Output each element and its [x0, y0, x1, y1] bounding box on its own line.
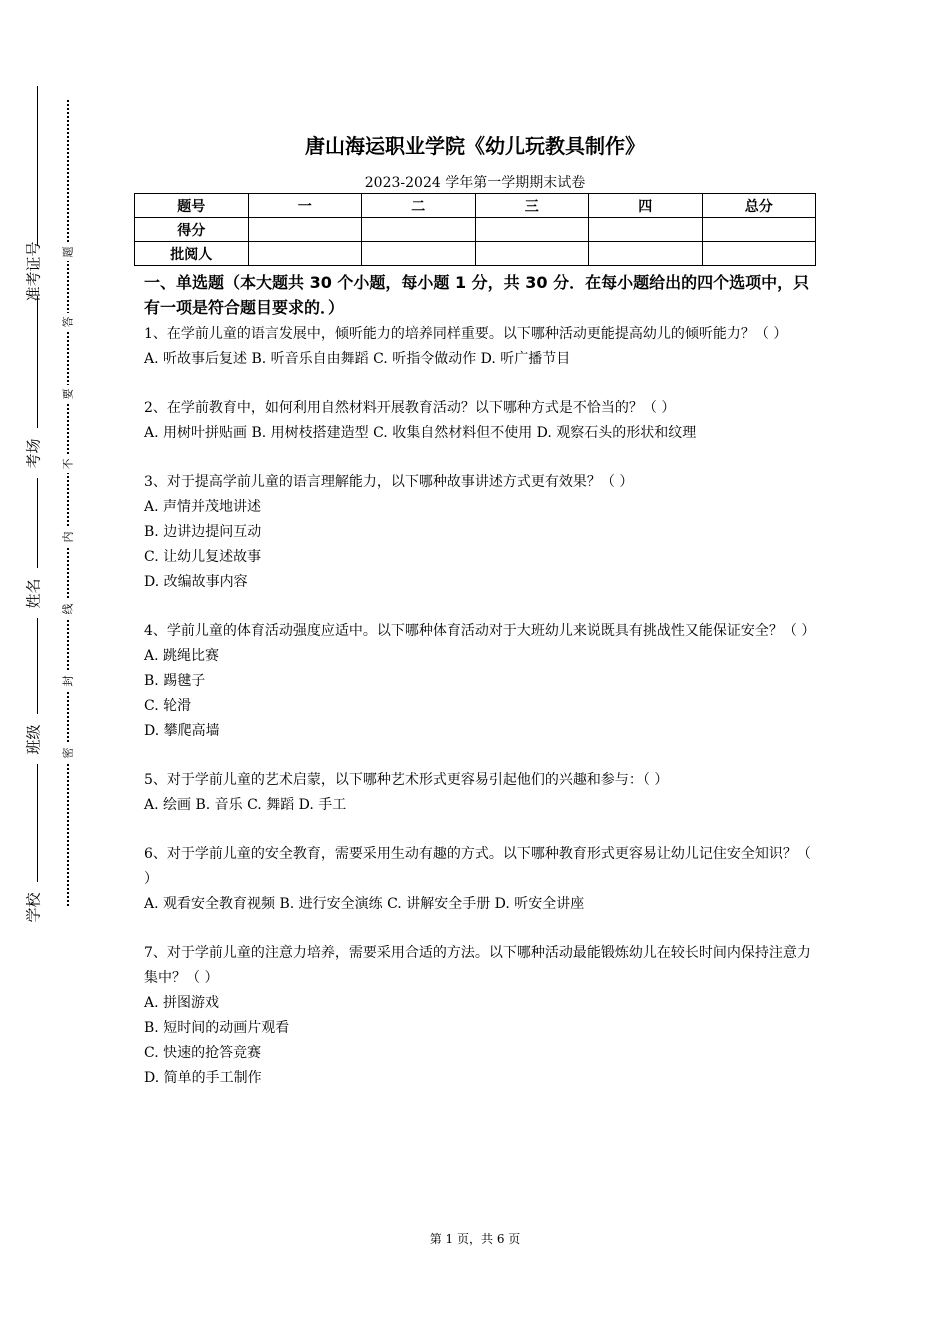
option-d: D. 攀爬高墙: [144, 723, 220, 739]
question-text: 6、对于学前儿童的安全教育，需要采用生动有趣的方式。以下哪种教育形式更容易让幼儿记住安全知识？（ ）: [144, 846, 811, 887]
question-section: [144, 270, 816, 1115]
option-c: C. 让幼儿复述故事: [144, 549, 262, 565]
score-row-label: 得分: [135, 218, 249, 242]
option-d: D. 改编故事内容: [144, 574, 248, 590]
seal-char: 答: [58, 313, 76, 331]
seal-char: 题: [58, 243, 76, 261]
class-label: 班级: [20, 714, 46, 764]
question-text: 1、在学前儿童的语言发展中，倾听能力的培养同样重要。以下哪种活动更能提高幼儿的倾听能力？（ ）: [144, 326, 788, 342]
student-name-label: 姓名: [20, 568, 46, 618]
option-b: B. 踢毽子: [144, 673, 206, 689]
reviewer-cell: [475, 242, 589, 266]
question-5: [144, 768, 812, 818]
score-table: [134, 193, 816, 266]
question-2: [144, 396, 812, 446]
seal-char: 线: [58, 600, 76, 618]
score-header-cell: 总分: [702, 194, 816, 218]
score-cell: [589, 218, 703, 242]
score-table-header-row: [135, 194, 816, 218]
seal-char: 密: [58, 744, 76, 762]
option-c: C. 轮滑: [144, 698, 192, 714]
score-header-cell: 三: [475, 194, 589, 218]
question-options: A. 绘画 B. 音乐 C. 舞蹈 D. 手工: [144, 797, 347, 813]
question-7: [144, 941, 812, 1091]
option-d: D. 简单的手工制作: [144, 1070, 262, 1086]
question-3: [144, 470, 812, 595]
option-c: C. 快速的抢答竞赛: [144, 1045, 262, 1061]
question-options: A. 用树叶拼贴画 B. 用树枝搭建造型 C. 收集自然材料但不使用 D. 观察石头的形状和纹理: [144, 425, 697, 441]
seal-char: 要: [58, 385, 76, 403]
binding-line: [37, 86, 38, 930]
question-1: [144, 322, 812, 372]
option-b: B. 短时间的动画片观看: [144, 1020, 290, 1036]
question-text: 4、学前儿童的体育活动强度应适中。以下哪种体育活动对于大班幼儿来说既具有挑战性又能保证安全？（ ）: [144, 623, 816, 639]
option-b: B. 边讲边提问互动: [144, 524, 262, 540]
page-footer: 第 1 页，共 6 页: [429, 1232, 521, 1246]
score-cell: [248, 218, 362, 242]
option-a: A. 拼图游戏: [144, 995, 220, 1011]
question-4: [144, 619, 816, 744]
score-cell: [362, 218, 476, 242]
exam-number-label: 准考证号: [20, 246, 46, 296]
score-header-cell: 题号: [135, 194, 249, 218]
score-header-cell: 四: [589, 194, 703, 218]
question-text: 7、对于学前儿童的注意力培养，需要采用合适的方法。以下哪种活动最能锻炼幼儿在较长时间内保持注意力集中？（ ）: [144, 945, 811, 986]
score-cell: [702, 218, 816, 242]
score-row: [135, 218, 816, 242]
option-a: A. 跳绳比赛: [144, 648, 220, 664]
option-a: A. 声情并茂地讲述: [144, 499, 262, 515]
reviewer-cell: [589, 242, 703, 266]
question-text: 2、在学前教育中，如何利用自然材料开展教育活动？以下哪种方式是不恰当的？（ ）: [144, 400, 676, 416]
question-6: [144, 842, 812, 917]
seal-char: 内: [58, 528, 76, 546]
score-header-cell: 二: [362, 194, 476, 218]
score-header-cell: 一: [248, 194, 362, 218]
question-options: A. 听故事后复述 B. 听音乐自由舞蹈 C. 听指令做动作 D. 听广播节目: [144, 351, 571, 367]
reviewer-row-label: 批阅人: [135, 242, 249, 266]
exam-subtitle: 2023-2024 学年第一学期期末试卷: [364, 175, 586, 191]
question-text: 3、对于提高学前儿童的语言理解能力，以下哪种故事讲述方式更有效果？（ ）: [144, 474, 634, 490]
score-cell: [475, 218, 589, 242]
question-options: A. 观看安全教育视频 B. 进行安全演练 C. 讲解安全手册 D. 听安全讲座: [144, 896, 585, 912]
reviewer-row: [135, 242, 816, 266]
school-label: 学校: [20, 882, 46, 932]
section-title: 一、单选题（本大题共 30 个小题，每小题 1 分，共 30 分．在每小题给出的四个选项中，只有一项是符合题目要求的．）: [144, 273, 810, 317]
question-text: 5、对于学前儿童的艺术启蒙，以下哪种艺术形式更容易引起他们的兴趣和参与：（ ）: [144, 772, 669, 788]
seal-dotted-line: [67, 100, 69, 906]
seal-char: 不: [58, 455, 76, 473]
reviewer-cell: [702, 242, 816, 266]
exam-title: 唐山海运职业学院《幼儿玩教具制作》: [305, 134, 645, 158]
reviewer-cell: [248, 242, 362, 266]
exam-room-label: 考场: [20, 428, 46, 478]
seal-char: 封: [58, 672, 76, 690]
reviewer-cell: [362, 242, 476, 266]
